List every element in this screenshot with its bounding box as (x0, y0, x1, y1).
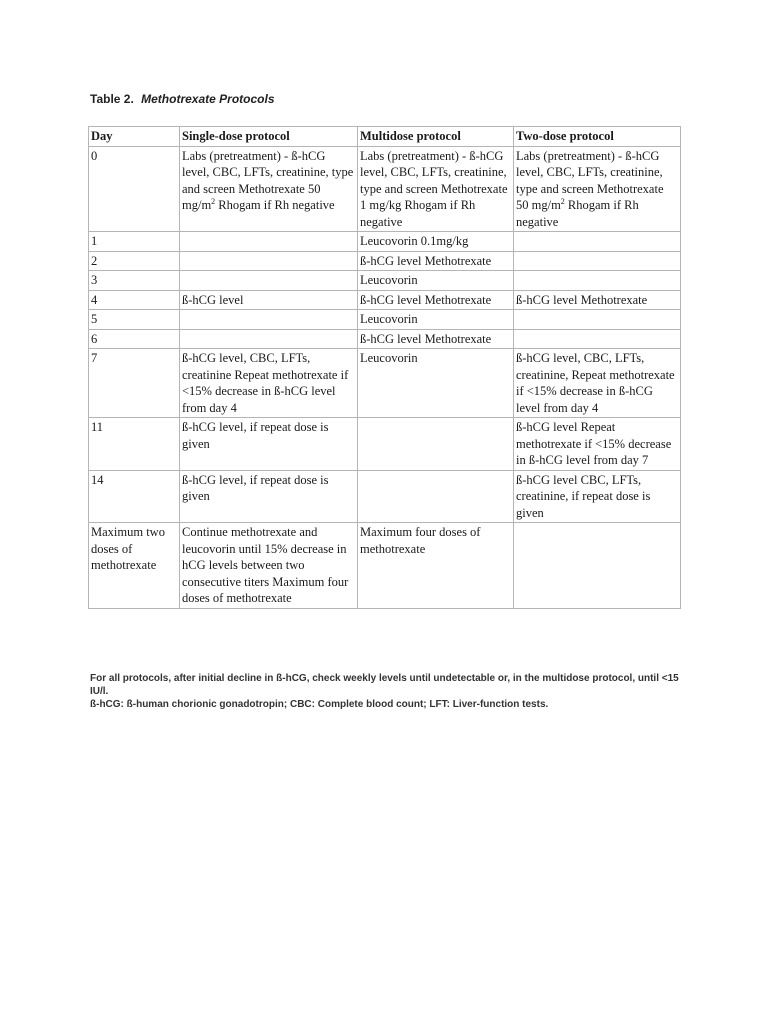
table-row (89, 310, 681, 330)
table-row (89, 251, 681, 271)
cell-day: 3 (89, 271, 180, 291)
cell-day: 2 (89, 251, 180, 271)
table-row (89, 523, 681, 609)
table-row (89, 418, 681, 471)
cell-multidose (358, 418, 514, 471)
footnote-abbreviations: ß-hCG: ß-human chorionic gonadotropin; CBC: Complete blood count; LFT: Liver-function tests. (90, 699, 549, 710)
cell-single-dose: ß-hCG level, if repeat dose is given (180, 418, 358, 471)
table-caption (90, 92, 275, 106)
cell-day: Maximum two doses of methotrexate (89, 523, 180, 609)
cell-day: 0 (89, 146, 180, 232)
cell-single-dose: Labs (pretreatment) - ß-hCG level, CBC, LFTs, creatinine, type and screen Methotrexate 50 $mg/m^2$ Rhogam if Rh negative (180, 146, 358, 232)
cell-two-dose (514, 523, 681, 609)
cell-multidose: Labs (pretreatment) - ß-hCG level, CBC, LFTs, creatinine, type and screen Methotrexate 1 mg/kg Rhogam if Rh negative (358, 146, 514, 232)
cell-single-dose: Continue methotrexate and leucovorin until 15% decrease in hCG levels between two consecutive titers Maximum four doses of methotrexate (180, 523, 358, 609)
cell-two-dose: ß-hCG level CBC, LFTs, creatinine, if repeat dose is given (514, 470, 681, 523)
table-row (89, 146, 681, 232)
cell-single-dose (180, 329, 358, 349)
cell-day: 4 (89, 290, 180, 310)
header-single-dose: Single-dose protocol (180, 127, 358, 147)
cell-multidose (358, 470, 514, 523)
cell-two-dose (514, 329, 681, 349)
table-row (89, 290, 681, 310)
table-caption-title: Methotrexate Protocols (141, 92, 275, 106)
cell-multidose: ß-hCG level Methotrexate (358, 290, 514, 310)
cell-day: 11 (89, 418, 180, 471)
header-multidose: Multidose protocol (358, 127, 514, 147)
cell-day: 5 (89, 310, 180, 330)
cell-two-dose: ß-hCG level Methotrexate (514, 290, 681, 310)
cell-multidose: ß-hCG level Methotrexate (358, 251, 514, 271)
protocols-table (88, 126, 681, 609)
cell-two-dose (514, 251, 681, 271)
cell-single-dose (180, 251, 358, 271)
cell-multidose: Leucovorin (358, 271, 514, 291)
header-day: Day (89, 127, 180, 147)
header-two-dose: Two-dose protocol (514, 127, 681, 147)
cell-day: 1 (89, 232, 180, 252)
cell-multidose: Maximum four doses of methotrexate (358, 523, 514, 609)
cell-single-dose: ß-hCG level, CBC, LFTs, creatinine Repeat methotrexate if <15% decrease in ß-hCG level from day 4 (180, 349, 358, 418)
cell-day: 14 (89, 470, 180, 523)
cell-multidose: Leucovorin 0.1mg/kg (358, 232, 514, 252)
cell-day: 7 (89, 349, 180, 418)
cell-multidose: ß-hCG level Methotrexate (358, 329, 514, 349)
cell-single-dose (180, 271, 358, 291)
cell-two-dose (514, 271, 681, 291)
table-header-row (89, 127, 681, 147)
table-caption-label: Table 2. (90, 92, 134, 106)
table-row (89, 271, 681, 291)
cell-two-dose: Labs (pretreatment) - ß-hCG level, CBC, LFTs, creatinine, type and screen Methotrexate 50 $mg/m^2$ Rhogam if Rh negative (514, 146, 681, 232)
cell-two-dose (514, 310, 681, 330)
table-footnotes (90, 672, 690, 711)
cell-single-dose: ß-hCG level (180, 290, 358, 310)
table-row (89, 470, 681, 523)
cell-two-dose (514, 232, 681, 252)
cell-multidose: Leucovorin (358, 310, 514, 330)
table-row (89, 329, 681, 349)
cell-single-dose (180, 232, 358, 252)
footnote-protocols: For all protocols, after initial decline in ß-hCG, check weekly levels until undetectable or, in the multidose protocol, until <15 IU/l. (90, 673, 679, 697)
table-row (89, 232, 681, 252)
cell-single-dose: ß-hCG level, if repeat dose is given (180, 470, 358, 523)
cell-two-dose: ß-hCG level Repeat methotrexate if <15% decrease in ß-hCG level from day 7 (514, 418, 681, 471)
cell-day: 6 (89, 329, 180, 349)
cell-multidose: Leucovorin (358, 349, 514, 418)
cell-two-dose: ß-hCG level, CBC, LFTs, creatinine, Repeat methotrexate if <15% decrease in ß-hCG level from day 4 (514, 349, 681, 418)
table-row (89, 349, 681, 418)
cell-single-dose (180, 310, 358, 330)
